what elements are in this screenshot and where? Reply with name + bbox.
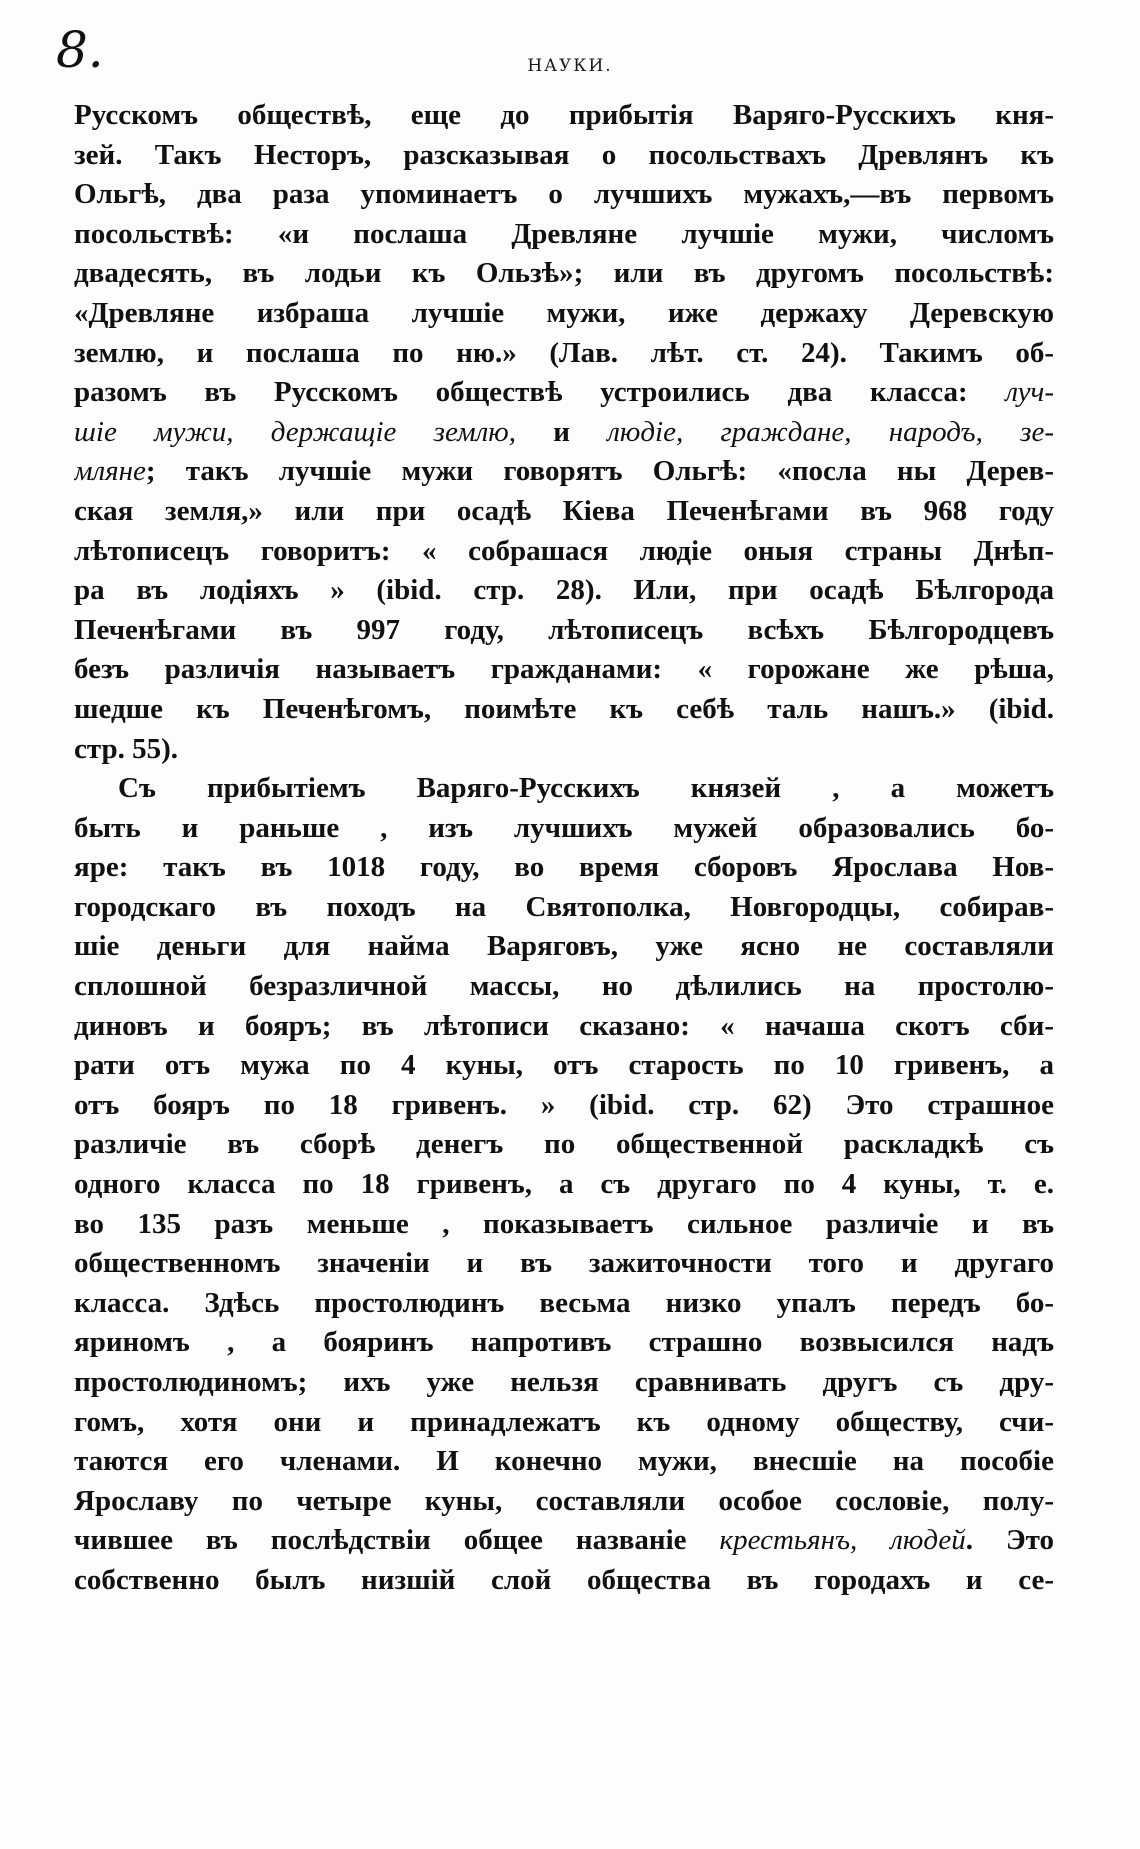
text-line: Съ прибытіемъ Варяго-Русскихъ князей , а можетъ bbox=[118, 772, 1054, 805]
text-line: Печенѣгами въ 997 году, лѣтописецъ всѣхъ Бѣлгородцевъ bbox=[74, 613, 1054, 646]
text-line: отъ бояръ по 18 гривенъ. » (ibid. стр. 62) Это страшное bbox=[74, 1088, 1054, 1121]
text-line: Ольгѣ, два раза упоминаетъ о лучшихъ мужахъ,—въ первомъ bbox=[74, 178, 1054, 211]
italic-term: мляне bbox=[74, 455, 146, 488]
italic-term: шіе мужи, держащіе землю, bbox=[74, 415, 516, 448]
body-text bbox=[74, 96, 1054, 1601]
text-line: чившее въ послѣдствіи общее названіе крестьянъ, людей. Это bbox=[74, 1524, 1054, 1557]
text-line: мляне; такъ лучшіе мужи говорятъ Ольгѣ: «посла ны Дерев- bbox=[74, 455, 1054, 488]
text-line: разомъ въ Русскомъ обществѣ устроились два класса: луч- bbox=[74, 376, 1054, 409]
text-line: яриномъ , а бояринъ напротивъ страшно возвысился надъ bbox=[74, 1326, 1054, 1359]
text-line: диновъ и бояръ; въ лѣтописи сказано: « начаша скотъ сби- bbox=[74, 1009, 1054, 1042]
text-line: стр. 55). bbox=[74, 732, 179, 765]
text-line: «Древляне избраша лучшіе мужи, иже держаху Деревскую bbox=[74, 296, 1054, 329]
text-line: сплошной безразличной массы, но дѣлились на простолю- bbox=[74, 970, 1054, 1003]
text-line: гомъ, хотя они и принадлежатъ къ одному обществу, счи- bbox=[74, 1405, 1054, 1438]
text-line: двадесять, въ лодьи къ Ользѣ»; или въ другомъ посольствѣ: bbox=[74, 257, 1054, 290]
italic-term: людіе, граждане, народъ, зе- bbox=[607, 415, 1054, 448]
text-line: шіе мужи, держащіе землю, и людіе, граждане, народъ, зе- bbox=[74, 415, 1054, 448]
running-title: НАУКИ. bbox=[527, 56, 613, 76]
text-line: рати отъ мужа по 4 куны, отъ старость по 10 гривенъ, а bbox=[74, 1049, 1054, 1082]
page-number: 8. bbox=[56, 21, 104, 79]
text-line: ра въ лодіяхъ » (ibid. стр. 28). Или, при осадѣ Бѣлгорода bbox=[74, 574, 1054, 607]
text-line: зей. Такъ Несторъ, разсказывая о посольствахъ Древлянъ къ bbox=[74, 138, 1054, 171]
text-line: простолюдиномъ; ихъ уже нельзя сравнивать другъ съ дру- bbox=[74, 1366, 1054, 1398]
text-line: различіе въ сборѣ денегъ по общественной раскладкѣ съ bbox=[74, 1128, 1054, 1161]
text-line: землю, и послаша по ню.» (Лав. лѣт. ст. 24). Такимъ об- bbox=[74, 336, 1054, 369]
italic-term: луч- bbox=[1005, 376, 1054, 409]
paragraph-1 bbox=[74, 96, 1054, 769]
italic-term: крестьянъ, людей bbox=[719, 1524, 966, 1557]
text-line: общественномъ значеніи и въ зажиточности того и другаго bbox=[74, 1247, 1054, 1280]
text-line: лѣтописецъ говоритъ: « собрашася людіе оныя страны Днѣп- bbox=[74, 534, 1054, 567]
text-line: безъ различія называетъ гражданами: « горожане же рѣша, bbox=[74, 653, 1054, 686]
text-line: городскаго въ походъ на Святополка, Новгородцы, собирав- bbox=[74, 890, 1054, 923]
text-line: яре: такъ въ 1018 году, во время сборовъ Ярослава Нов- bbox=[74, 851, 1054, 884]
text-line: одного класса по 18 гривенъ, а съ другаго по 4 куны, т. е. bbox=[74, 1168, 1054, 1201]
text-line: таются его членами. И конечно мужи, внесшіе на пособіе bbox=[74, 1445, 1054, 1478]
text-line: быть и раньше , изъ лучшихъ мужей образовались бо- bbox=[74, 811, 1054, 844]
text-line: ская земля,» или при осадѣ Кіева Печенѣгами въ 968 году bbox=[74, 494, 1054, 527]
text-line: класса. Здѣсь простолюдинъ весьма низко упалъ передъ бо- bbox=[74, 1286, 1054, 1319]
text-line: шіе деньги для найма Варяговъ, уже ясно не составляли bbox=[74, 930, 1054, 963]
text-line: посольствѣ: «и послаша Древляне лучшіе мужи, числомъ bbox=[74, 217, 1054, 250]
text-line: Ярославу по четыре куны, составляли особое сословіе, полу- bbox=[74, 1484, 1054, 1517]
text-line: шедше къ Печенѣгомъ, поимѣте къ себѣ таль нашъ.» (ibid. bbox=[74, 692, 1054, 725]
text-line: собственно былъ низшій слой общества въ городахъ и се- bbox=[74, 1563, 1054, 1596]
text-line: Русскомъ обществѣ, еще до прибытія Варяго-Русскихъ кня- bbox=[74, 99, 1054, 131]
text-line: во 135 разъ меньше , показываетъ сильное различіе и въ bbox=[74, 1207, 1054, 1240]
paragraph-2 bbox=[74, 769, 1054, 1600]
